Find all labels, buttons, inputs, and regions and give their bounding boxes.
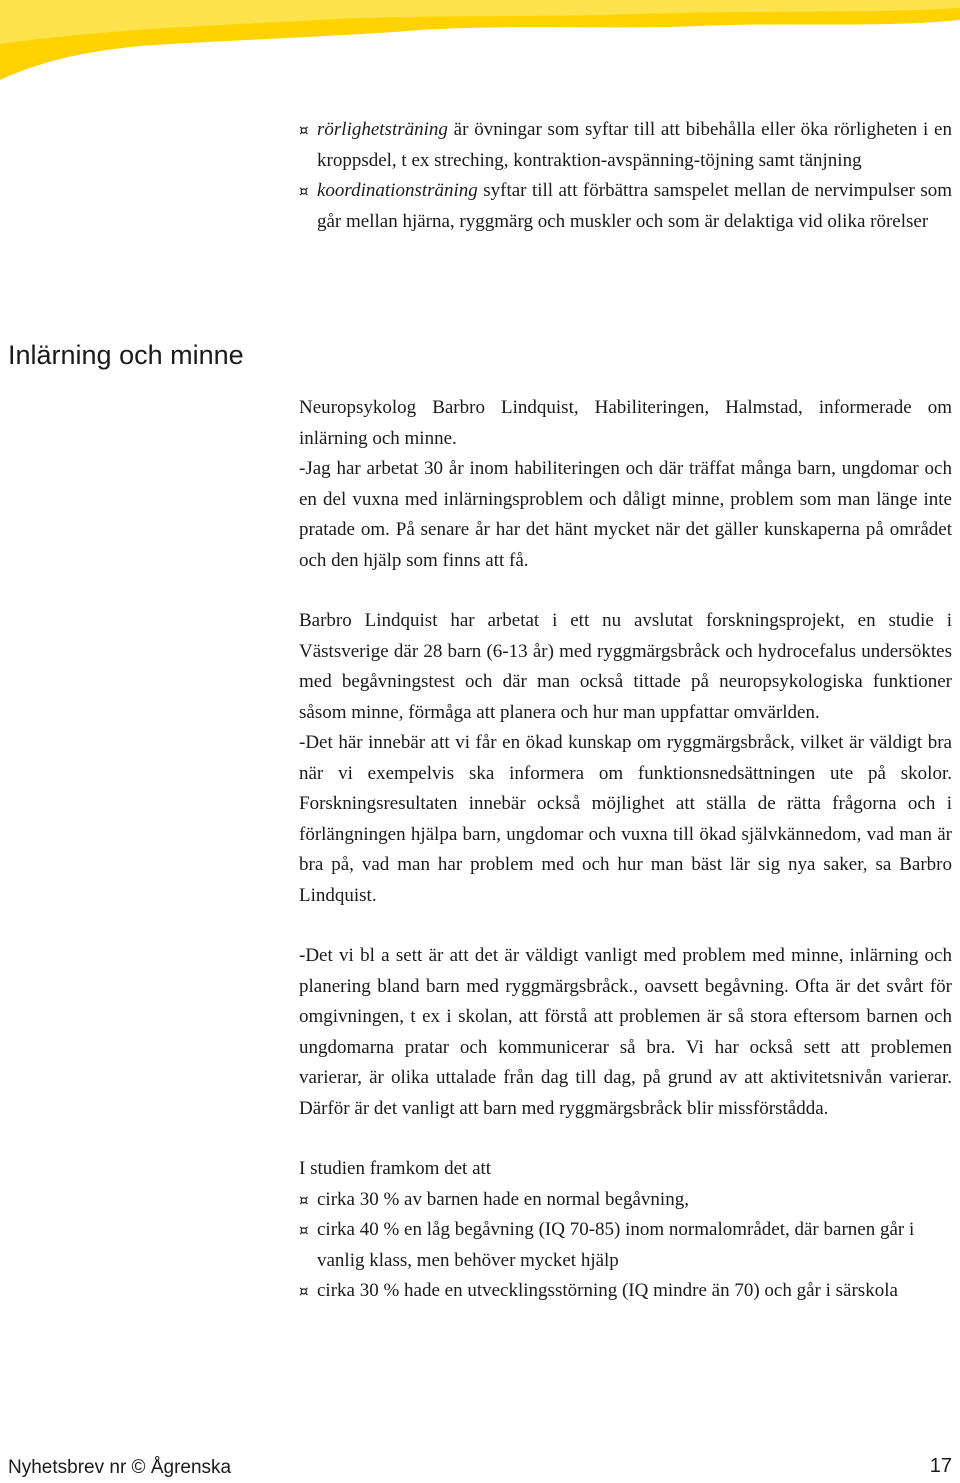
paragraph: -Det vi bl a sett är att det är väldigt vanligt med problem med minne, inlärning och planering bland barn med ryggmärgsbråck., oavsett begåvning. Ofta är det svårt för omgivningen, t ex i skolan, att förstå att problemen är så stora eftersom barnen och ungdomarna pratar och kommunicerar så bra. Vi har också sett att problemen varierar, är olika uttalade från dag till dag, på grund av att aktivitetsnivån varierar. Därför är det vanligt att barn med ryggmärgsbråck blir missförstådda. [299,945,952,1119]
bullet-text: cirka 30 % av barnen hade en normal begåvning, [317,1188,689,1210]
bullet-term: rörlighetsträning [317,119,448,140]
page-number: 17 [929,1455,952,1477]
footer-publication: Nyhetsbrev nr © Ågrenska [8,1457,232,1478]
intro-bullets [299,115,952,237]
paragraph: Neuropsykolog Barbro Lindquist, Habiliteringen, Halmstad, informerade om inlärning och minne. [299,397,952,449]
bullet-term: koordinationsträning [317,180,478,201]
study-bullet [299,1276,952,1307]
paragraph: I studien framkom det att [299,1158,492,1179]
intro-bullet [299,176,952,237]
bullet-symbol: ¤ [299,1221,309,1239]
paragraph: -Det här innebär att vi får en ökad kunskap om ryggmärgsbråck, vilket är väldigt bra när vi exempelvis ska informera om funktionsnedsättningen ute på skolor. Forskningsresultaten innebär också möjlighet att ställa de rätta frågorna och i förlängningen hjälpa barn, ungdomar och vuxna till ökad självkännedom, vad man är bra på, vad man har problem med och hur man bäst lär sig nya saker, sa Barbro Lindquist. [299,732,952,906]
bullet-text: cirka 30 % hade en utvecklingsstörning (IQ mindre än 70) och går i särskola [317,1280,898,1301]
paragraph: -Jag har arbetat 30 år inom habiliteringen och där träffat många barn, ungdomar och en del vuxna med inlärningsproblem och dåligt minne, problem som man länge inte pratade om. På senare år har det hänt mycket när det gäller kunskaperna på området och den hjälp som finns att få. [299,458,952,571]
bullet-symbol: ¤ [299,121,309,139]
bullet-text: cirka 40 % en låg begåvning (IQ 70-85) inom normalområdet, där barnen går i vanlig klass, men behöver mycket hjälp [317,1219,915,1271]
intro-bullet [299,115,952,176]
yellow-banner-decoration [0,0,960,90]
study-bullet [299,1185,952,1216]
bullet-text: är övningar som syftar till att bibehålla eller öka rörligheten i en kroppsdel, t ex streching, kontraktion-avspänning-töjning samt tänjning [317,119,952,171]
bullet-symbol: ¤ [299,1282,309,1300]
study-bullet [299,1215,952,1276]
bullet-text: syftar till att förbättra samspelet mellan de nervimpulser som går mellan hjärna, ryggmärg och muskler och som är delaktiga vid olika rörelser [317,180,952,232]
article-body [299,393,952,1307]
bullet-symbol: ¤ [299,182,309,200]
section-heading: Inlärning och minne [8,340,244,370]
paragraph: Barbro Lindquist har arbetat i ett nu avslutat forskningsprojekt, en studie i Västsverige där 28 barn (6-13 år) med ryggmärgsbråck och hydrocefalus undersöktes med begåvningstest och där man också tittade på neuropsykologiska funktioner såsom minne, förmåga att planera och hur man uppfattar omvärlden. [299,610,952,723]
bullet-symbol: ¤ [299,1190,309,1209]
